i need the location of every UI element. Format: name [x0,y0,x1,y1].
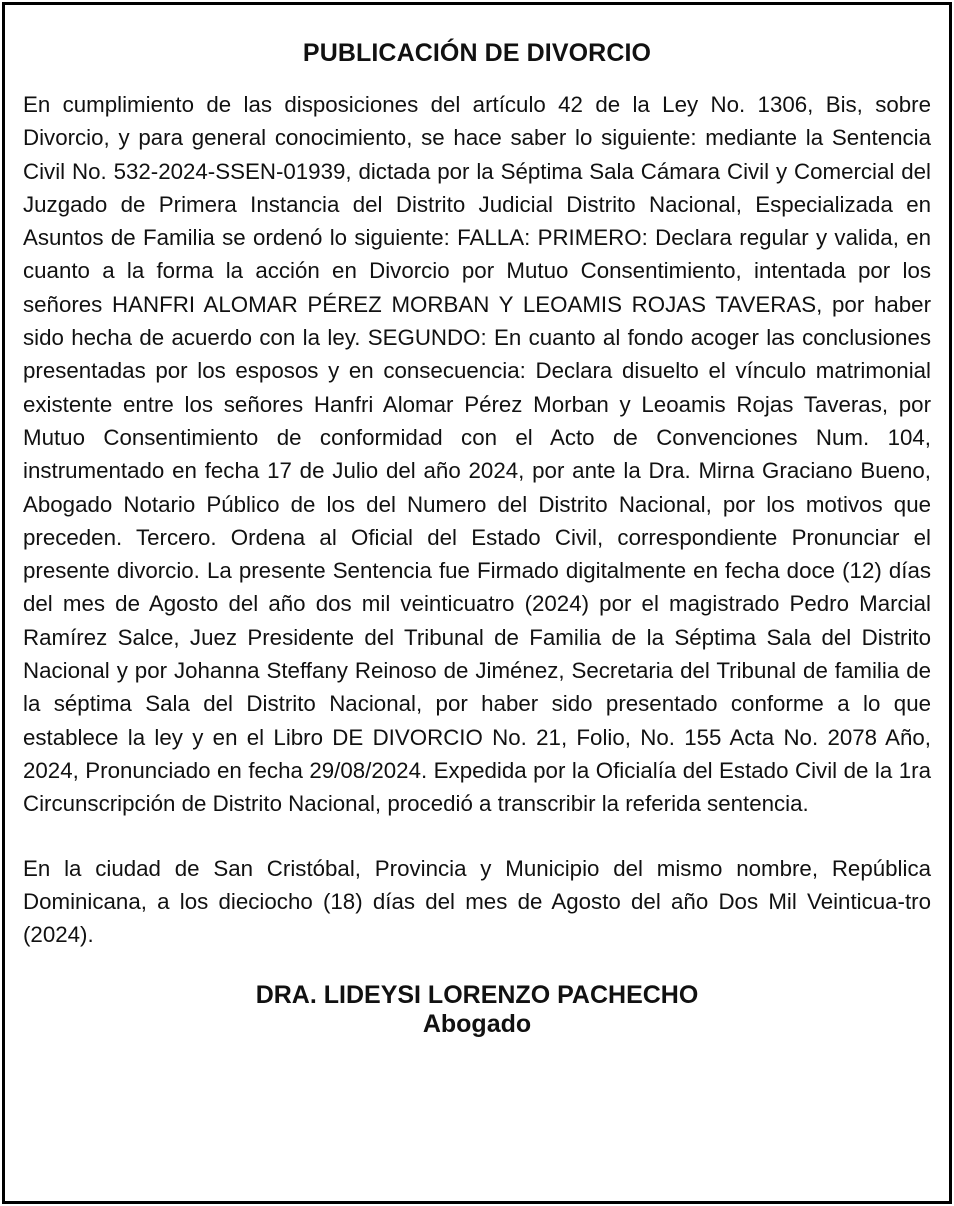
notice-frame [2,2,952,1204]
notice-content [23,5,931,1201]
notice-title: PUBLICACIÓN DE DIVORCIO [302,39,652,67]
signature-block [23,981,931,1039]
notice-closing-paragraph: En la ciudad de San Cristóbal, Provincia y Municipio del mismo nombre, República Dominicana, a los dieciocho (18) días del mes de Agosto del año Dos Mil Veinticua-tro (2024). [23,855,931,948]
signature-name: DRA. LIDEYSI LORENZO PACHECHO [255,981,699,1010]
notice-body-paragraph: En cumplimiento de las disposiciones del artículo 42 de la Ley No. 1306, Bis, sobre Divorcio, y para general conocimiento, se hace saber lo siguiente: mediante la Sentencia Civil No. 532-2024-SSEN-01939, dictada por la Séptima Sala Cámara Civil y Comercial del Juzgado de Primera Instancia del Distrito Judicial Distrito Nacional, Especializada en Asuntos de Familia se ordenó lo siguiente: FALLA: PRIMERO: Declara regular y valida, en cuanto a la forma la acción en Divorcio por Mutuo Consentimiento, intentada por los señores HANFRI ALOMAR PÉREZ MORBAN Y LEOAMIS ROJAS TAVERAS, por haber sido hecha de acuerdo con la ley. SEGUNDO: En cuanto al fondo acoger las conclusiones presentadas por los esposos y en consecuencia: Declara disuelto el vínculo matrimonial existente entre los señores Hanfri Alomar Pérez Morban y Leoamis Rojas Taveras, por Mutuo Consentimiento de conformidad con el Acto de Convenciones Num. 104, instrumentado en fecha 17 de Julio del año 2024, por ante la Dra. Mirna Graciano Bueno, Abogado Notario Público de los del Numero del Distrito Nacional, por los motivos que preceden. Tercero. Ordena al Oficial del Estado Civil, correspondiente Pronunciar el presente divorcio. La presente Sentencia fue Firmado digitalmente en fecha doce (12) días del mes de Agosto del año dos mil veinticuatro (2024) por el magistrado Pedro Marcial Ramírez Salce, Juez Presidente del Tribunal de Familia de la Séptima Sala del Distrito Nacional y por Johanna Steffany Reinoso de Jiménez, Secretaria del Tribunal de familia de la séptima Sala del Distrito Nacional, por haber sido presentado conforme a lo que establece la ley y en el Libro DE DIVORCIO No. 21, Folio, No. 155 Acta No. 2078 Año, 2024, Pronunciado en fecha 29/08/2024. Expedida por la Oficialía del Estado Civil de la 1ra Circunscripción de Distrito Nacional, procedió a transcribir la referida sentencia. [23,92,931,817]
signature-role: Abogado [422,1010,532,1039]
